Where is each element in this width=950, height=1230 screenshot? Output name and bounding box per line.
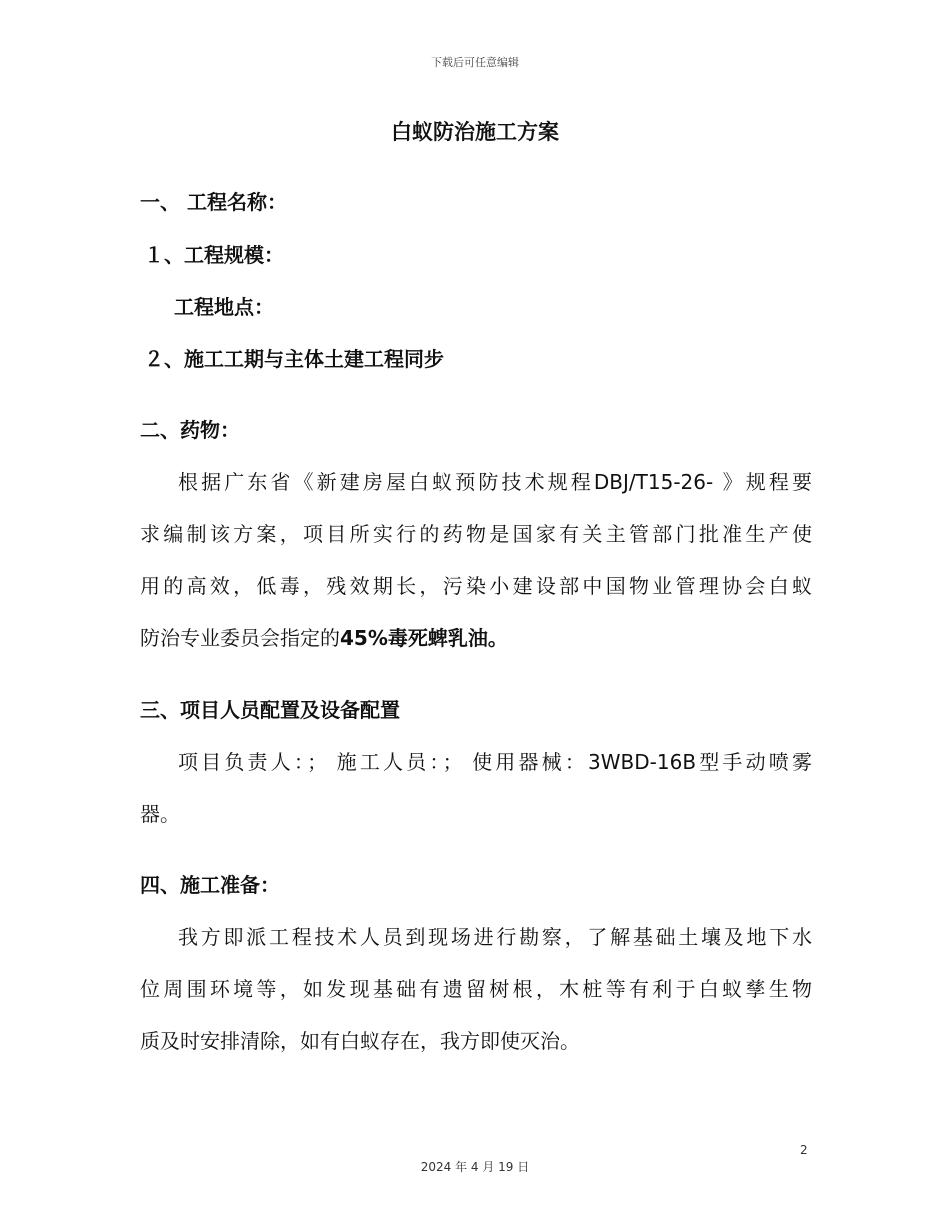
section-3-line-2: 器。 [140,802,180,826]
section-3-heading: 三、项目人员配置及设备配置 [140,698,400,722]
section-4-line-2: 位周围环境等，如发现基础有遗留树根，木桩等有利于白蚁孳生物 [140,977,812,1001]
section-1-heading: 一、 工程名称： [140,190,287,214]
section-2-line-1: 根据广东省《新建房屋白蚁预防技术规程DBJ/T15-26- 》规程要 [178,470,812,494]
section-2-line-3: 用的高效，低毒，残效期长，污染小建设部中国物业管理协会白蚁 [140,574,812,598]
footer-date: 2024 年 4 月 19 日 [420,1160,530,1174]
section-1-item-schedule: ２、施工工期与主体土建工程同步 [144,347,444,371]
section-3-line-1: 项目负责人：； 施工人员：； 使用器械：3WBD-16B型手动喷雾 [178,750,812,774]
section-4-line-1: 我方即派工程技术人员到现场进行勘察，了解基础土壤及地下水 [178,925,812,949]
document-title: 白蚁防治施工方案 [391,120,559,144]
section-2-line-4-text: 防治专业委员会指定的 [140,626,340,650]
page-header: 下载后可任意编辑 [431,56,519,69]
section-4-heading: 四、施工准备： [140,873,280,897]
section-1-item-scale: １、工程规模： [144,243,284,267]
section-1-item-location: 工程地点： [174,295,274,319]
page-number: 2 [800,1143,808,1157]
section-2-line-4 [140,622,812,651]
section-2-line-2: 求编制该方案，项目所实行的药物是国家有关主管部门批准生产使 [140,522,812,546]
section-2-heading: 二、药物： [140,418,240,442]
section-4-line-3: 质及时安排清除，如有白蚁存在，我方即使灭治。 [140,1029,580,1053]
pesticide-name: 45%毒死蜱乳油。 [340,626,508,650]
